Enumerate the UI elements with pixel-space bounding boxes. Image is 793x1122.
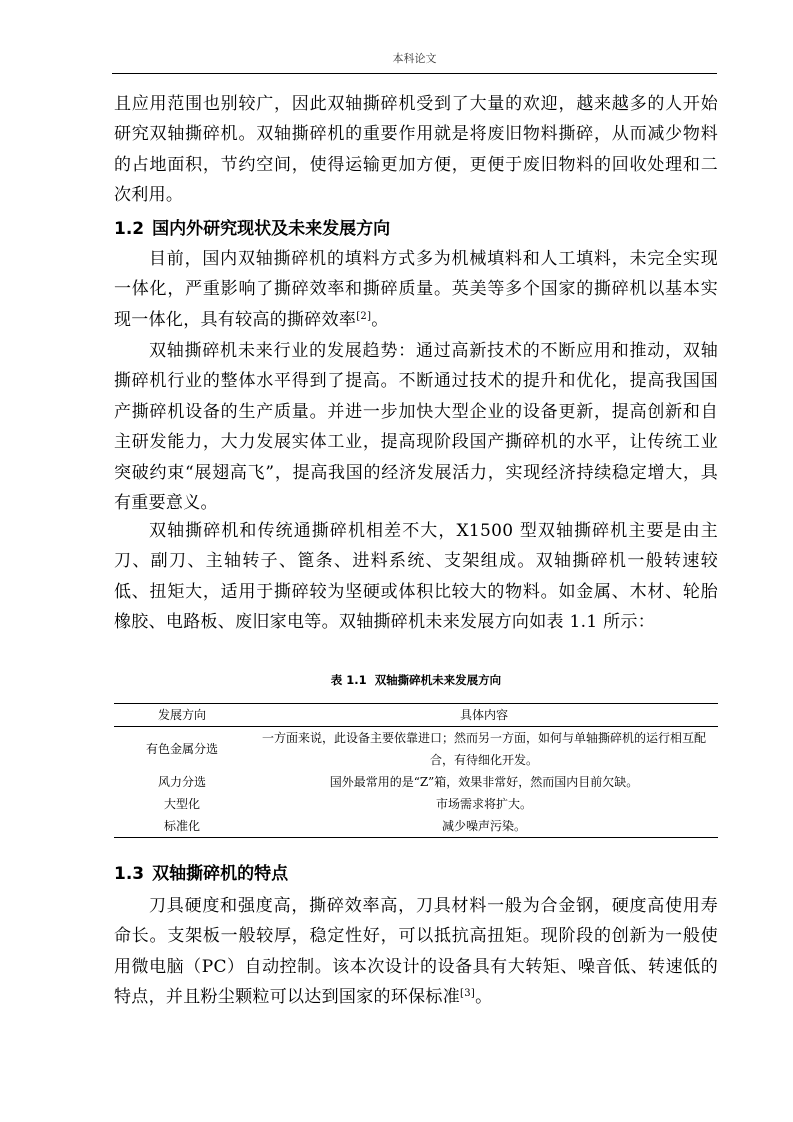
table-row: [114, 815, 718, 838]
paragraph-features: [114, 891, 718, 1013]
table-cell: 一方面来说，此设备主要依靠进口；然而另一方面，如何与单轴撕碎机的运行相互配合，有待细化开发。: [261, 731, 706, 767]
header-rule: [112, 73, 717, 74]
paragraph-end: 。: [475, 987, 493, 1008]
paragraph-text: 刀具硬度和强度高，撕碎效率高，刀具材料一般为合金钢，硬度高使用寿命长。支架板一般较厚，稳定性好，可以抵抗高扭矩。现阶段的创新为一般使用微电脑（PC）自动控制。该本次设计的设备具有大转矩、噪音低、转速低的特点，并且粉尘颗粒可以达到国家的环保标准: [114, 896, 718, 1008]
table-title: 双轴撕碎机未来发展方向: [374, 673, 502, 687]
paragraph-text: 双轴撕碎机和传统通撕碎机相差不大，X1500 型双轴撕碎机主要是由主刀、副刀、主轴转子、篦条、进料系统、支架组成。双轴撕碎机一般转速较低、扭矩大，适用于撕碎较为坚硬或体积比较大的物料。如金属、木材、轮胎橡胶、电路板、废旧家电等。双轴撕碎机未来发展方向如表 1.1 所示：: [114, 521, 718, 633]
paragraph-structure: [114, 516, 718, 638]
table-cell: 风力分选: [157, 775, 206, 789]
table-number: 表 1.1: [330, 673, 367, 687]
paragraph-future-trend: [114, 336, 718, 518]
section-title: 国内外研究现状及未来发展方向: [152, 219, 391, 239]
paragraph-text: 目前，国内双轴撕碎机的填料方式多为机械填料和人工填料，未完全实现一体化，严重影响了撕碎效率和撕碎质量。英美等多个国家的撕碎机以基本实现一体化，具有较高的撕碎效率: [114, 249, 718, 330]
running-header: 本科论文: [392, 52, 437, 65]
section-number: 1.2: [114, 219, 145, 239]
table-cell: 有色金属分选: [145, 742, 218, 756]
paragraph-text: 且应用范围也别较广，因此双轴撕碎机受到了大量的欢迎，越来越多的人开始研究双轴撕碎机。双轴撕碎机的重要作用就是将废旧物料撕碎，从而减少物料的占地面积，节约空间，使得运输更加方便，更便于废旧物料的回收处理和二次利用。: [114, 94, 718, 206]
section-number: 1.3: [114, 864, 145, 884]
table-cell: 标准化: [163, 819, 200, 833]
paragraph-end: 。: [371, 309, 389, 330]
citation-ref: [2]: [356, 310, 372, 322]
table-caption: [114, 672, 718, 688]
section-heading-1-2: [114, 217, 718, 241]
table-cell: 国外最常用的是“Z”箱，效果非常好，然而国内目前欠缺。: [329, 775, 639, 789]
table-row: [114, 727, 718, 772]
table-cell: 大型化: [163, 797, 200, 811]
column-header: 具体内容: [459, 708, 508, 722]
paragraph-continuation: [114, 89, 718, 211]
paragraph-text: 双轴撕碎机未来行业的发展趋势：通过高新技术的不断应用和推动，双轴撕碎机行业的整体水平得到了提高。不断通过技术的提升和优化，提高我国国产撕碎机设备的生产质量。并进一步加快大型企业的设备更新，提高创新和自主研发能力，大力发展实体工业，提高现阶段国产撕碎机的水平，让传统工业突破约束“展翅高飞”，提高我国的经济发展活力，实现经济持续稳定增大，具有重要意义。: [114, 341, 718, 514]
table-header-row: [114, 704, 718, 727]
citation-ref: [3]: [460, 988, 476, 1000]
table-cell: 市场需求将扩大。: [435, 797, 532, 811]
table-row: [114, 771, 718, 793]
section-heading-1-3: [114, 862, 718, 886]
development-direction-table: [114, 703, 718, 838]
table-cell: 减少噪声污染。: [441, 819, 526, 833]
table-row: [114, 793, 718, 815]
column-header: 发展方向: [157, 708, 206, 722]
paragraph-research-status: [114, 244, 718, 335]
section-title: 双轴撕碎机的特点: [152, 864, 289, 884]
